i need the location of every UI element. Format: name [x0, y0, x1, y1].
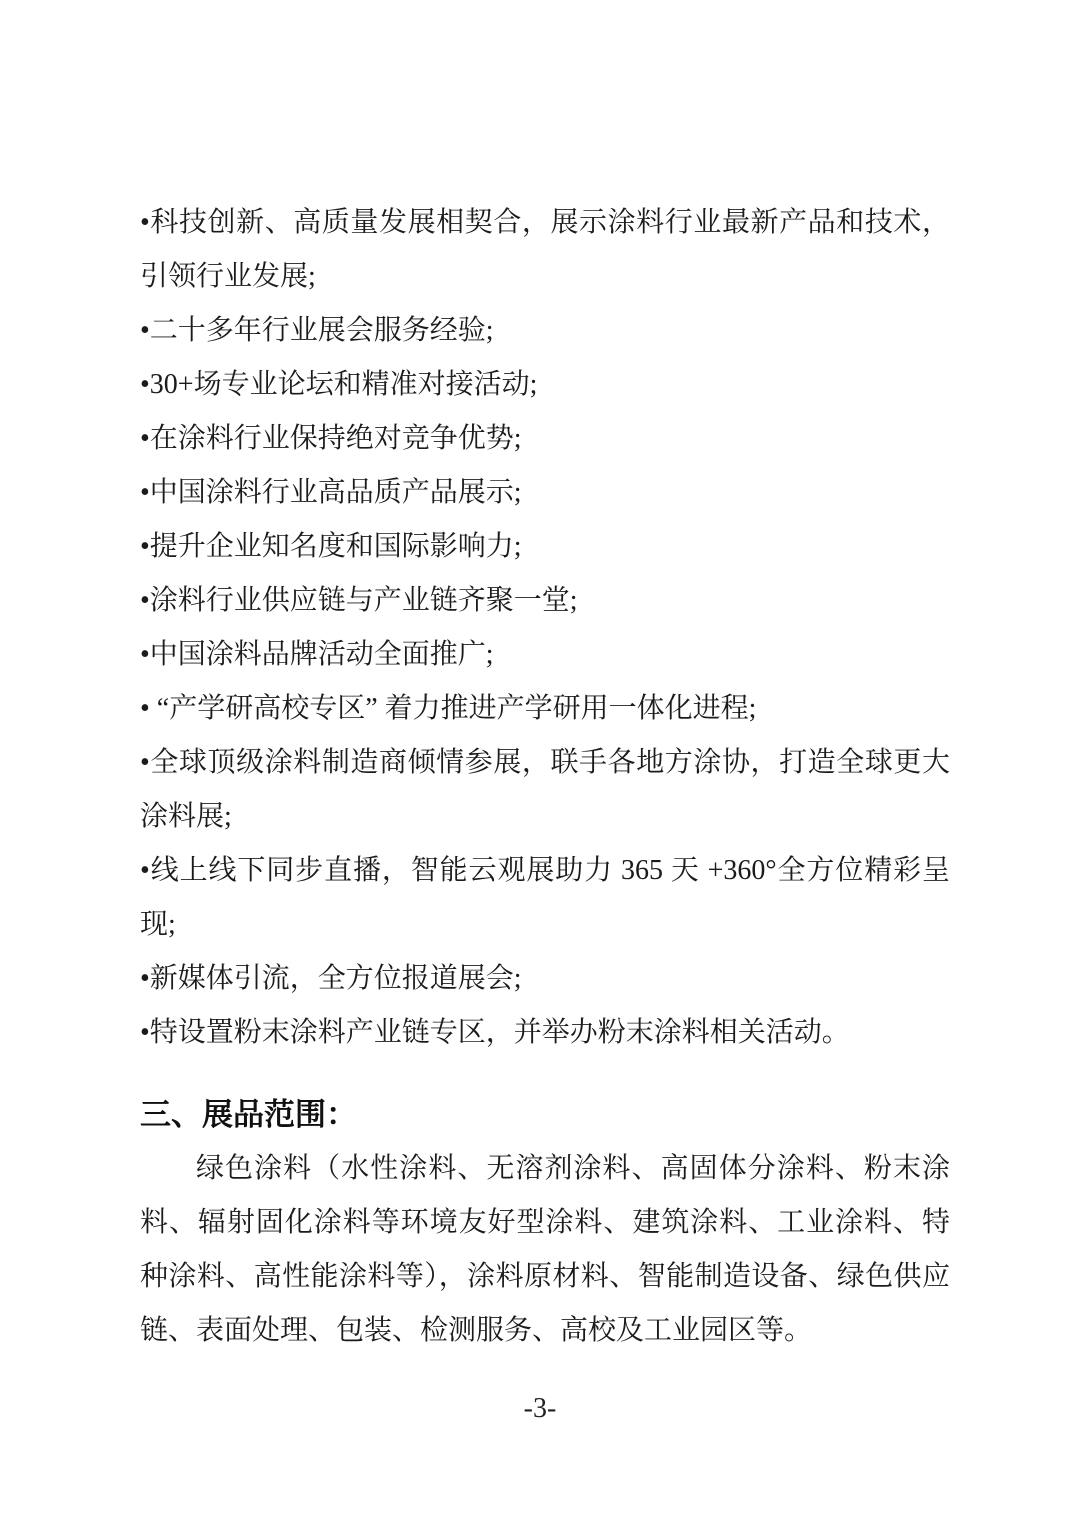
bullet-item: •30+场专业论坛和精准对接活动;	[140, 369, 538, 400]
bullet-item: •二十多年行业展会服务经验;	[140, 315, 494, 346]
bullet-item: •提升企业知名度和国际影响力;	[140, 531, 522, 562]
section-heading: 三、展品范围：	[140, 1097, 357, 1132]
document-body	[140, 196, 950, 1358]
bullet-item: • “产学研高校专区” 着力推进产学研用一体化进程;	[140, 693, 757, 724]
scope-paragraph: 绿色涂料（水性涂料、无溶剂涂料、高固体分涂料、粉末涂料、辐射固化涂料等环境友好型涂料、建筑涂料、工业涂料、特种涂料、高性能涂料等），涂料原材料、智能制造设备、绿色供应链、表面处理、包装、检测服务、高校及工业园区等。	[140, 1153, 950, 1346]
bullet-item: •在涂料行业保持绝对竞争优势;	[140, 423, 522, 454]
bullet-item: •线上线下同步直播，智能云观展助力 365 天 +360°全方位精彩呈现;	[140, 855, 950, 940]
page-number: -3-	[523, 1393, 557, 1424]
bullet-item: •科技创新、高质量发展相契合，展示涂料行业最新产品和技术，引领行业发展;	[140, 207, 950, 292]
bullet-item: •中国涂料品牌活动全面推广;	[140, 639, 494, 670]
bullet-item: •新媒体引流，全方位报道展会;	[140, 963, 522, 994]
bullet-item: •特设置粉末涂料产业链专区，并举办粉末涂料相关活动。	[140, 1017, 850, 1048]
bullet-item: •涂料行业供应链与产业链齐聚一堂;	[140, 585, 578, 616]
bullet-item: •全球顶级涂料制造商倾情参展，联手各地方涂协，打造全球更大涂料展;	[140, 747, 950, 832]
bullet-item: •中国涂料行业高品质产品展示;	[140, 477, 522, 508]
